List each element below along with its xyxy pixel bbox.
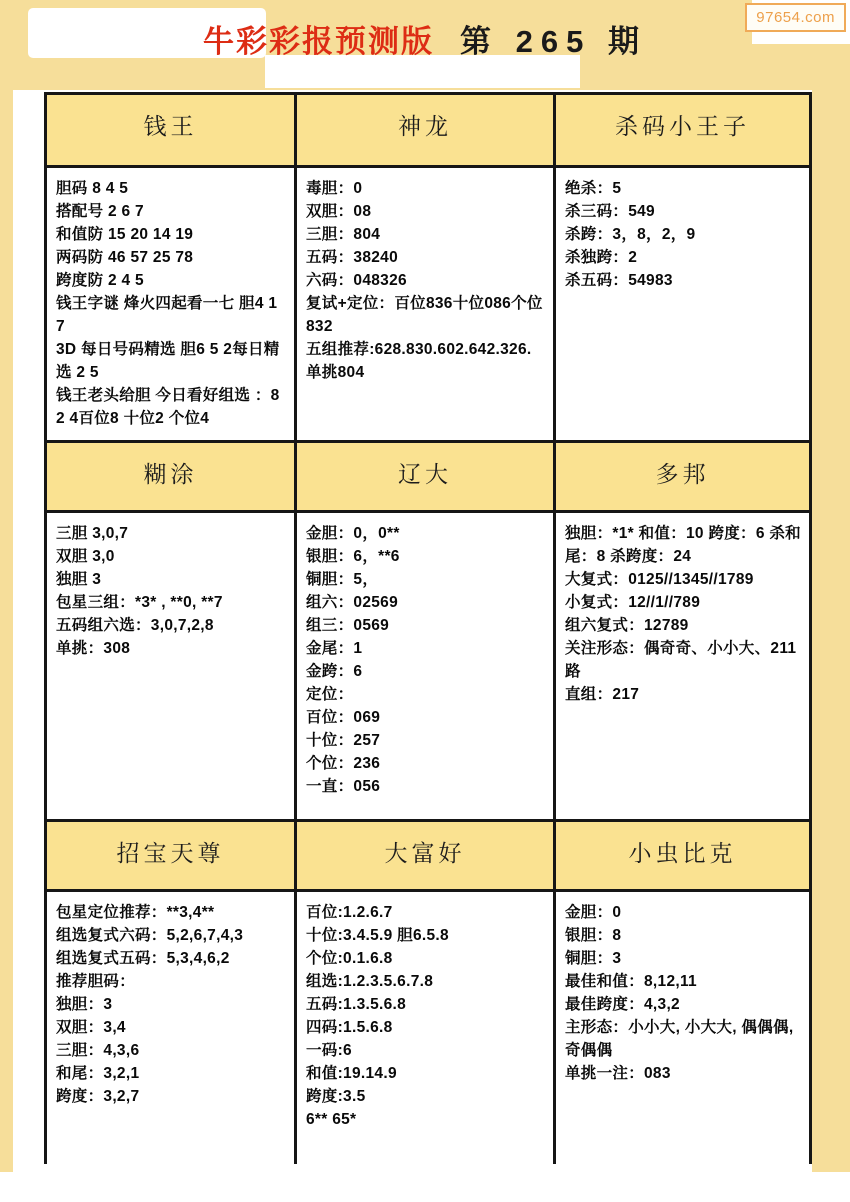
page-title-issue: 第 265 期: [460, 24, 647, 59]
prediction-line: 三胆 3,0,7: [56, 525, 129, 542]
panel-header-dafuhao: 大富好: [297, 822, 556, 889]
prediction-line: 和值:19.14.9: [306, 1065, 397, 1082]
prediction-line: 毒胆：0: [306, 180, 363, 197]
prediction-line: 四码:1.5.6.8: [306, 1019, 393, 1036]
prediction-line: 五码：38240: [306, 249, 399, 266]
panel-header-hutu: 糊涂: [47, 443, 297, 510]
prediction-line: 十位:3.4.5.9 胆6.5.8: [306, 927, 449, 944]
prediction-line: 铜胆：5，: [306, 571, 379, 588]
prediction-line: 铜胆：3: [565, 950, 622, 967]
prediction-line: 双胆 3,0: [56, 548, 115, 565]
prediction-line: 包星三组：*3* , **0, **7: [56, 594, 223, 611]
prediction-line: 主形态：小小大, 小大大, 偶偶偶, 奇偶偶: [565, 1019, 794, 1059]
panel-body-liaoda: [297, 513, 556, 819]
prediction-line: 直组：217: [565, 686, 640, 703]
prediction-line: 五码组六选：3,0,7,2,8: [56, 617, 214, 634]
prediction-line: 杀三码：549: [565, 203, 655, 220]
body-row-1: [47, 168, 809, 440]
prediction-line: 杀跨：3，8，2，9: [565, 226, 696, 243]
prediction-line: 金尾：1: [306, 640, 363, 657]
prediction-line: 三胆：4,3,6: [56, 1042, 140, 1059]
prediction-line: 大复式：0125//1345//1789: [565, 571, 754, 588]
prediction-line: 独胆：3: [56, 996, 113, 1013]
prediction-line: 小复式：12//1//789: [565, 594, 701, 611]
prediction-line: 双胆：3,4: [56, 1019, 126, 1036]
panel-body-zhaobao: [47, 892, 297, 1164]
prediction-line: 和尾：3,2,1: [56, 1065, 140, 1082]
prediction-line: 定位：: [306, 686, 354, 703]
site-watermark: 97654.com: [745, 3, 846, 32]
prediction-line: 一直：056: [306, 778, 381, 795]
prediction-line: 个位:0.1.6.8: [306, 950, 393, 967]
prediction-line: 跨度防 2 4 5: [56, 272, 144, 289]
panel-body-qianwang: [47, 168, 297, 440]
header-row-1: [47, 95, 809, 168]
panel-body-duobang: [556, 513, 809, 819]
panel-header-xiaochong: 小虫比克: [628, 841, 737, 866]
prediction-line: 组选:1.2.3.5.6.7.8: [306, 973, 434, 990]
prediction-line: 百位：069: [306, 709, 381, 726]
panel-header-zhaobao: 招宝天尊: [47, 822, 297, 889]
panel-body-shenlong: [297, 168, 556, 440]
prediction-line: 十位：257: [306, 732, 381, 749]
prediction-line: 跨度：3,2,7: [56, 1088, 140, 1105]
prediction-line: 组选复式五码：5,3,4,6,2: [56, 950, 230, 967]
prediction-line: 胆码 8 4 5: [56, 180, 129, 197]
prediction-line: 一码:6: [306, 1042, 352, 1059]
prediction-line: 杀独跨：2: [565, 249, 638, 266]
prediction-line: 3D 每日号码精选 胆6 5 2每日精选 2 5: [56, 341, 280, 381]
prediction-line: 百位:1.2.6.7: [306, 904, 393, 921]
prediction-line: 钱王老头给胆 今日看好组选 ：8 2 4百位8 十位2 个位4: [56, 387, 280, 427]
prediction-line: 钱王字谜 烽火四起看一七 胆4 1 7: [56, 295, 278, 335]
prediction-line: 推荐胆码：: [56, 973, 136, 990]
prediction-line: 复试+定位：百位836十位086个位832: [306, 295, 543, 335]
prediction-line: 关注形态：偶奇奇、小小大、211路: [565, 640, 797, 680]
prediction-line: 杀五码：54983: [565, 272, 673, 289]
panel-header-duobang: 多邦: [655, 462, 710, 487]
prediction-line: 银胆：8: [565, 927, 622, 944]
prediction-line: 五码:1.3.5.6.8: [306, 996, 407, 1013]
prediction-line: 独胆 3: [56, 571, 102, 588]
prediction-line: 五组推荐:628.830.602.642.326.单挑804: [306, 341, 532, 381]
panel-body-xiaochong: [556, 892, 809, 1164]
body-row-2: [47, 513, 809, 819]
prediction-line: 搭配号 2 6 7: [56, 203, 144, 220]
prediction-line: 单挑一注：083: [565, 1065, 671, 1082]
header-row-3: [47, 819, 809, 892]
page-title: [0, 16, 850, 61]
prediction-grid: [44, 92, 812, 1164]
body-row-3: [47, 892, 809, 1164]
prediction-line: 最佳和值：8,12,11: [565, 973, 697, 990]
prediction-line: 绝杀：5: [565, 180, 622, 197]
prediction-line: 最佳跨度：4,3,2: [565, 996, 680, 1013]
header-row-2: [47, 440, 809, 513]
prediction-line: 独胆：*1* 和值：10 跨度：6 杀和尾：8 杀跨度：24: [565, 525, 801, 565]
prediction-line: 和值防 15 20 14 19: [56, 226, 194, 243]
prediction-line: 金胆：0，0**: [306, 525, 400, 542]
prediction-line: 双胆：08: [306, 203, 372, 220]
panel-body-dafuhao: [297, 892, 556, 1164]
prediction-line: 六码：048326: [306, 272, 407, 289]
prediction-line: 组六：02569: [306, 594, 399, 611]
prediction-line: 组三：0569: [306, 617, 390, 634]
prediction-line: 金胆：0: [565, 904, 622, 921]
prediction-line: 个位：236: [306, 755, 381, 772]
panel-header-qianwang: 钱王: [47, 95, 297, 165]
panel-body-shama: [556, 168, 809, 440]
prediction-line: 跨度:3.5: [306, 1088, 366, 1105]
prediction-line: 6** 65*: [306, 1111, 357, 1128]
prediction-line: 组六复式：12789: [565, 617, 689, 634]
prediction-line: 三胆：804: [306, 226, 381, 243]
panel-header-shama: 杀码小王子: [615, 114, 750, 139]
prediction-line: 银胆：6，**6: [306, 548, 400, 565]
prediction-line: 组选复式六码：5,2,6,7,4,3: [56, 927, 244, 944]
prediction-line: 单挑：308: [56, 640, 131, 657]
prediction-line: 包星定位推荐：**3,4**: [56, 904, 215, 921]
prediction-line: 两码防 46 57 25 78: [56, 249, 194, 266]
panel-body-hutu: [47, 513, 297, 819]
left-margin-strip: [0, 0, 13, 1172]
panel-header-shenlong: 神龙: [297, 95, 556, 165]
right-margin-strip: [812, 0, 850, 1172]
prediction-line: 金跨：6: [306, 663, 363, 680]
panel-header-liaoda: 辽大: [297, 443, 556, 510]
page-title-name: 牛彩彩报预测版: [203, 24, 435, 59]
